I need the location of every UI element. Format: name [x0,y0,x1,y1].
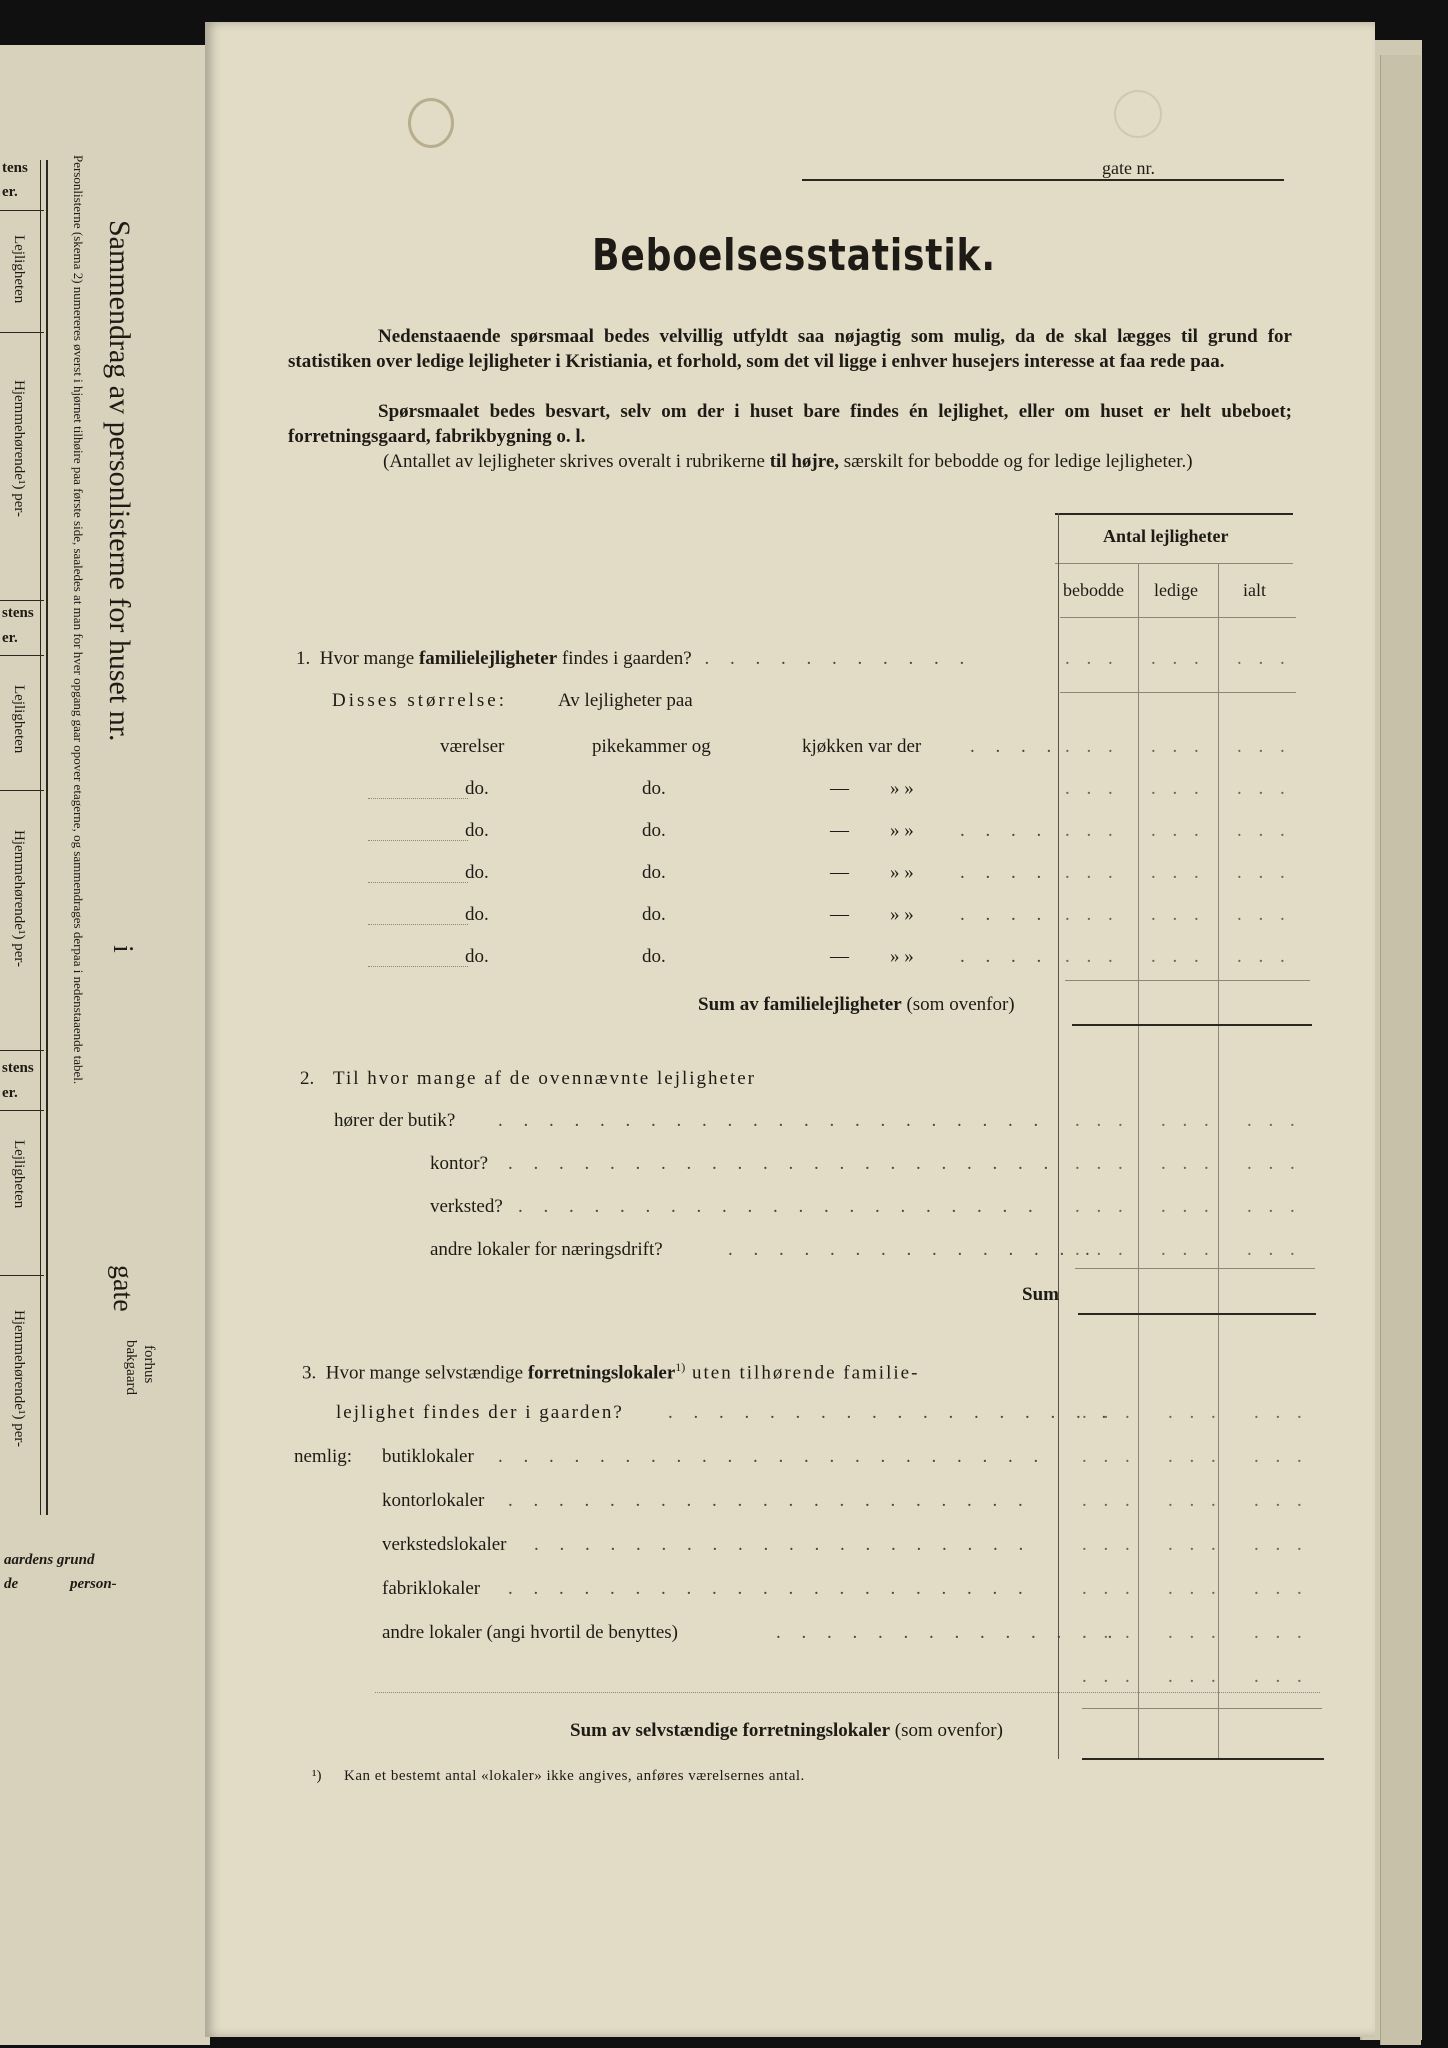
dash: — [830,778,849,799]
intro-paragraph: Nedenstaaende spørsmaal bedes velvillig utfyldt saa nøjagtig som mulig, da de skal lægges til grund for statistiken over ledige lejligheter i Kristiania, et forhold, som det vil ligge i enhver husejers interesse at faa rede paa. [288,326,1292,372]
left-heading-gate: gate [107,1265,138,1312]
dots: . . . . . . . . . . . . . . . [728,1239,1098,1260]
q2-item: verksted? [430,1196,503,1217]
q3-item: andre lokaler (angi hvortil de benyttes) [382,1622,678,1643]
sum-rule [1078,1313,1316,1315]
q3-item: fabriklokaler [382,1578,481,1599]
dots: . . . . . . . . . . . . . . . . . . . . [534,1534,1032,1555]
dots: . . . . . . . . . . . . . . . . . . . . . [508,1490,1031,1511]
footnote-mark: ¹) [312,1768,322,1784]
left-row-label: stens [2,605,34,621]
do-label: do. [642,820,666,841]
left-bakgaard: bakgaard [123,1340,139,1395]
cell-dots: . . . . . . . . . [1065,820,1291,841]
q1-col-vaerelser: værelser [440,736,505,757]
cell-dots: . . . . . . . . . [1075,1110,1301,1131]
q3-item: butiklokaler [382,1446,474,1467]
q3-nemlig: nemlig: [294,1446,353,1467]
cell-dots: . . . . . . . . . [1082,1534,1308,1555]
cell-dots: . . . . . . . . . [1065,862,1291,883]
q3-text: 3. Hvor mange selvstændige forretningslokaler$^{1)}$ uten tilhørende familie- [302,1360,920,1384]
dots: . . . . . . . . . . . . . . [776,1622,1121,1643]
do-label: do. [465,778,489,799]
dash: — [830,904,849,925]
do-label: do. [642,778,666,799]
left-footer: aardens grund [4,1552,95,1568]
size-row [360,820,1300,860]
dash: — [830,820,849,841]
left-col-label: Hjemmehørende¹) per- [11,380,27,518]
cell-dots: . . . . . . . . . [1075,1153,1301,1174]
do-label: do. [465,904,489,925]
intro-paragraph: Spørsmaalet bedes besvart, selv om der i huset bare findes én lejlighet, eller om huset er helt ubeboet; forretningsgaard, fabrikbygning o. l. [288,401,1292,447]
cell-dots: . . . . . . . . . [1082,1666,1308,1687]
footnote-text: Kan et bestemt antal «lokaler» ikke angives, anføres værelsernes antal. [344,1768,805,1784]
q2-num: 2. [300,1068,315,1089]
intro-paragraph: (Antallet av lejligheter skrives overalt i rubrikerne til højre, særskilt for bebodde og for ledige lejligheter.) [383,451,1193,472]
left-instruction: Personlisterne (skema 2) numereres øverst i hjørnet tilhøire paa første side, saaledes at man for hver opgang gaar opover etagerne, og sammendrages derpaa i nedenstaaende tabel. [71,155,86,1085]
left-row-label: er. [2,1085,18,1101]
q2-item: hører der butik? [334,1110,456,1131]
size-row [360,778,1300,818]
dots: . . . . [960,820,1050,841]
table-vrule [1058,513,1059,1759]
do-label: do. [642,946,666,967]
do-label: do. [465,946,489,967]
quote-mark: » » [890,946,914,967]
cell-dots: . . . . . . . . . [1065,648,1291,669]
col-header-bebodde: bebodde [1063,580,1124,600]
dots: . . . . [960,946,1050,967]
dash: — [830,946,849,967]
left-row-label: er. [2,630,18,646]
q1-col-pikekammer: pikekammer og [592,736,711,757]
dash: — [830,862,849,883]
gate-nr-label: gate nr. [1102,158,1155,178]
page-title: Beboelsesstatistik. [592,230,996,281]
left-col-label: Lejligheten [11,1140,27,1209]
sum-rule [1082,1758,1324,1760]
dots: . . . . . . . . . . . . . . . . . . . . . [508,1578,1031,1599]
cell-dots: . . . . . . . . . [1082,1622,1308,1643]
punch-hole [1114,90,1162,138]
cell-dots: . . . . . . . . . [1065,778,1291,799]
gate-nr-line [802,179,1284,181]
col-header-ialt: ialt [1243,580,1266,600]
table-rule [1060,692,1296,693]
left-page-table [0,150,48,1515]
cell-dots: . . . . . . . . . [1075,1239,1301,1260]
do-label: do. [465,862,489,883]
q2-item: kontor? [430,1153,489,1174]
left-col-label: Hjemmehørende¹) per- [11,830,27,968]
q1-col-kjokken: kjøkken var der [802,736,922,757]
q3-item: kontorlokaler [382,1490,485,1511]
left-row-label: tens [2,160,28,176]
do-label: do. [642,862,666,883]
left-forhus: forhus [141,1345,157,1384]
sum-rule [1072,1024,1312,1026]
left-col-label: Hjemmehørende¹) per- [11,1310,27,1448]
cell-dots: . . . . . . . . . [1082,1490,1308,1511]
left-footer: de [4,1576,19,1592]
q3-sum: Sum av selvstændige forretningslokaler (som ovenfor) [570,1720,1003,1741]
quote-mark: » » [890,904,914,925]
cell-dots: . . . . . . . . . [1065,904,1291,925]
left-col-label: Lejligheten [11,235,27,304]
q1-size-label: Disses størrelse: [332,690,508,711]
q2-text: Til hvor mange af de ovennævnte lejligheter [333,1068,756,1089]
dots: . . . . [960,904,1050,925]
size-row [360,862,1300,902]
dots: . . . . . . . . . . . . . . . . . . . . . . [498,1446,1047,1467]
size-row [360,904,1300,944]
cell-dots: . . . . . . . . . [1065,946,1291,967]
q1-sum: Sum av familielejligheter (som ovenfor) [698,994,1015,1015]
table-group-header: Antal lejligheter [1103,526,1229,546]
q2-item: andre lokaler for næringsdrift? [430,1239,663,1260]
quote-mark: » » [890,820,914,841]
cell-dots: . . . . . . . . . [1082,1402,1308,1423]
dots: . . . . . . . . . . . . . . . . . . . . . . [508,1153,1057,1174]
table-rule [1060,617,1296,618]
dots: . . . . [960,862,1050,883]
quote-mark: » » [890,778,914,799]
dots: . . . . . . . . . . . . . . . . . . . . . [518,1196,1041,1217]
cell-dots: . . . . . . . . . [1082,1446,1308,1467]
left-footer: person- [70,1576,117,1592]
q3-item: verkstedslokaler [382,1534,507,1555]
left-row-label: er. [2,184,18,200]
dots: . . . . . . . . . . . . . . . . . . . . . . [498,1110,1047,1131]
col-header-ledige: ledige [1154,580,1198,600]
left-heading-i: i [107,945,138,953]
q3-line2: lejlighet findes der i gaarden? [336,1402,624,1423]
left-heading: Sammendrag av personlisterne for huset nr. [103,220,136,742]
cell-dots: . . . . . . . . . [1075,1196,1301,1217]
punch-hole [408,98,454,148]
cell-dots: . . . . . . . . . [1082,1578,1308,1599]
q1-text: 1. Hvor mange familielejligheter findes i gaarden? . . . . . . . . . . . [296,648,973,669]
q2-sum: Sum [1022,1284,1059,1305]
table-rule [1065,980,1310,981]
left-row-label: stens [2,1060,34,1076]
table-rule [1082,1708,1322,1709]
left-col-label: Lejligheten [11,685,27,754]
sheet-edge [1380,55,1421,2045]
table-rule [1055,513,1293,515]
dotted-rule [375,1692,1320,1694]
cell-dots: . . . . . . . . . [1065,736,1291,757]
dots: . . . . . . . . . . . . . . . . . . [668,1402,1115,1423]
table-rule [1055,563,1293,564]
dots: . . . . [970,736,1060,757]
q1-size-rest: Av lejligheter paa [558,690,693,711]
table-rule [1075,1268,1315,1269]
quote-mark: » » [890,862,914,883]
do-label: do. [465,820,489,841]
do-label: do. [642,904,666,925]
